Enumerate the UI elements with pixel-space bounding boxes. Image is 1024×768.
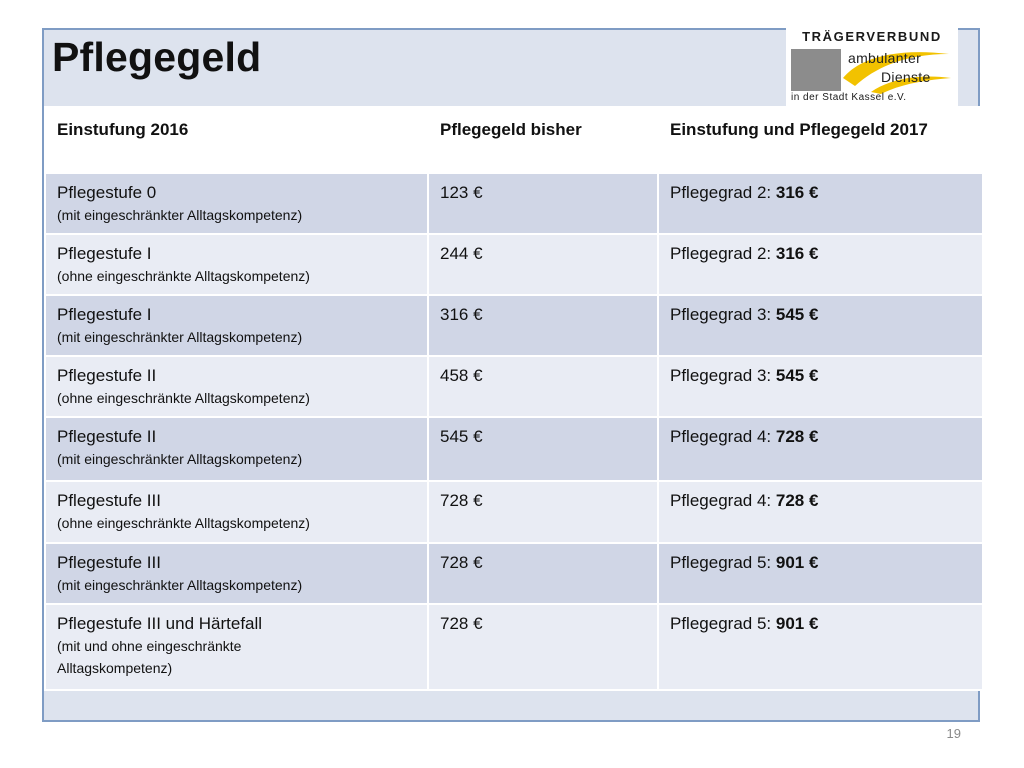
bisher-value: 123 €	[440, 183, 483, 202]
pflegegrad-amount: 728 €	[775, 427, 819, 446]
cell-bisher	[428, 356, 658, 417]
stufe-detail: (ohne eingeschränkte Alltagskompetenz)	[57, 268, 310, 284]
cell-stufe	[45, 481, 428, 543]
bisher-value: 728 €	[440, 553, 483, 572]
stufe-label: Pflegestufe III und Härtefall	[57, 614, 263, 633]
cell-pflegegrad	[658, 234, 983, 295]
cell-pflegegrad	[658, 356, 983, 417]
pflegegrad-label: Pflegegrad 2:	[670, 244, 772, 263]
stufe-label: Pflegestufe I	[57, 244, 152, 263]
cell-stufe	[45, 295, 428, 356]
cell-bisher	[428, 543, 658, 604]
cell-bisher	[428, 295, 658, 356]
cell-pflegegrad	[658, 295, 983, 356]
cell-pflegegrad	[658, 543, 983, 604]
table-row	[45, 173, 983, 234]
table-row	[45, 481, 983, 543]
table-row	[45, 543, 983, 604]
bisher-value: 316 €	[440, 305, 483, 324]
pflegegrad-label: Pflegegrad 4:	[670, 491, 772, 510]
cell-bisher	[428, 481, 658, 543]
table-row	[45, 604, 983, 690]
cell-pflegegrad	[658, 417, 983, 481]
table-row	[45, 356, 983, 417]
stufe-detail: (mit eingeschränkter Alltagskompetenz)	[57, 577, 303, 593]
stufe-detail: (mit und ohne eingeschränkte Alltagskompetenz)	[57, 638, 242, 676]
stufe-label: Pflegestufe I	[57, 305, 152, 324]
cell-pflegegrad	[658, 604, 983, 690]
page-title: Pflegegeld	[52, 34, 262, 80]
cell-stufe	[45, 543, 428, 604]
cell-bisher	[428, 604, 658, 690]
pflegegrad-amount: 901 €	[775, 614, 819, 633]
cell-stufe	[45, 356, 428, 417]
stufe-detail: (mit eingeschränkter Alltagskompetenz)	[57, 329, 303, 345]
organization-logo	[786, 28, 958, 108]
pflegegrad-label: Pflegegrad 5:	[670, 614, 772, 633]
cell-pflegegrad	[658, 481, 983, 543]
pflegegrad-amount: 316 €	[775, 183, 819, 202]
table-row	[45, 417, 983, 481]
cell-stufe	[45, 604, 428, 690]
bisher-value: 244 €	[440, 244, 483, 263]
stufe-detail: (ohne eingeschränkte Alltagskompetenz)	[57, 390, 310, 406]
page-number: 19	[946, 726, 961, 741]
pflegegrad-amount: 316 €	[775, 244, 819, 263]
cell-bisher	[428, 173, 658, 234]
stufe-detail: (mit eingeschränkter Alltagskompetenz)	[57, 451, 303, 467]
pflegegrad-label: Pflegegrad 3:	[670, 366, 772, 385]
bisher-value: 458 €	[440, 366, 483, 385]
stufe-label: Pflegestufe II	[57, 366, 157, 385]
header-einstufung-2016: Einstufung 2016	[45, 107, 428, 173]
cell-bisher	[428, 417, 658, 481]
cell-stufe	[45, 234, 428, 295]
pflegegeld-table	[44, 106, 984, 691]
pflegegrad-amount: 901 €	[775, 553, 819, 572]
stufe-label: Pflegestufe II	[57, 427, 157, 446]
bisher-value: 728 €	[440, 491, 483, 510]
pflegegrad-amount: 545 €	[775, 366, 819, 385]
stufe-label: Pflegestufe III	[57, 553, 161, 572]
cell-pflegegrad	[658, 173, 983, 234]
pflegegrad-label: Pflegegrad 3:	[670, 305, 772, 324]
stufe-label: Pflegestufe III	[57, 491, 161, 510]
cell-stufe	[45, 173, 428, 234]
table-row	[45, 234, 983, 295]
pflegegrad-amount: 728 €	[775, 491, 819, 510]
logo-line-2: ambulanter	[848, 50, 922, 66]
logo-line-3: Dienste	[881, 69, 931, 85]
stufe-label: Pflegestufe 0	[57, 183, 157, 202]
logo-line-4: in der Stadt Kassel e.V.	[791, 92, 907, 103]
table-row	[45, 295, 983, 356]
pflegegrad-label: Pflegegrad 4:	[670, 427, 772, 446]
stufe-detail: (ohne eingeschränkte Alltagskompetenz)	[57, 515, 310, 531]
cell-bisher	[428, 234, 658, 295]
pflegegrad-amount: 545 €	[775, 305, 819, 324]
bisher-value: 728 €	[440, 614, 483, 633]
stufe-detail: (mit eingeschränkter Alltagskompetenz)	[57, 207, 303, 223]
header-einstufung-2017: Einstufung und Pflegegeld 2017	[658, 107, 983, 173]
cell-stufe	[45, 417, 428, 481]
pflegegrad-label: Pflegegrad 2:	[670, 183, 772, 202]
pflegegrad-label: Pflegegrad 5:	[670, 553, 772, 572]
header-pflegegeld-bisher: Pflegegeld bisher	[428, 107, 658, 173]
table-header-row	[45, 107, 983, 173]
bisher-value: 545 €	[440, 427, 483, 446]
logo-gray-square	[791, 49, 841, 91]
logo-line-1: TRÄGERVERBUND	[802, 29, 942, 44]
